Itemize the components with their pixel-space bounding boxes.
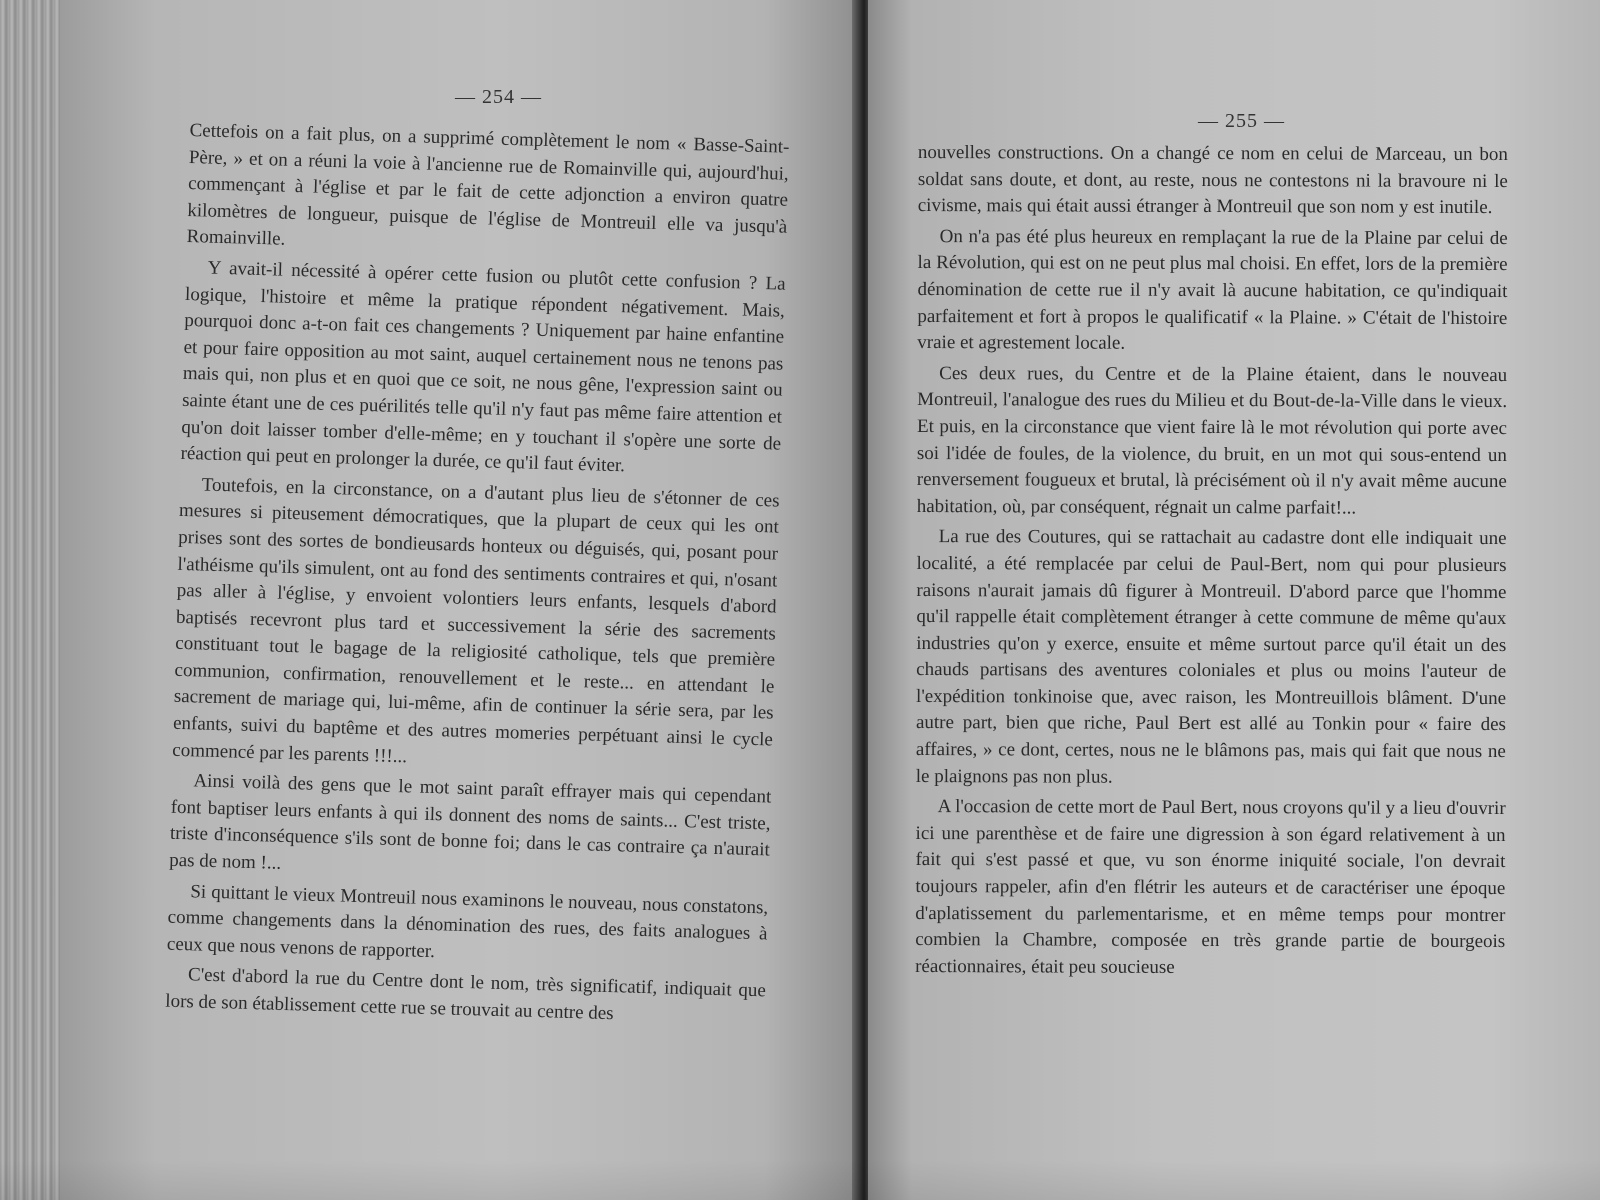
paragraph: Ces deux rues, du Centre et de la Plaine étaient, dans le nouveau Montreuil, l'analogue des rues du Milieu et du Bout-de-la-Ville dans le vieux. Et puis, en la circonstance que vient faire là le mot révolution qui porte avec soi l'idée de foules, de la violence, du bruit, en un mot qui sous-entend un renversement fougueux et brutal, là précisément où il n'y avait même aucune habitation, où, par conséquent, régnait un calme parfait!... xyxy=(916,362,1508,519)
paragraph: A l'occasion de cette mort de Paul Bert, nous croyons qu'il y a lieu d'ouvrir ici une parenthèse et de faire une digression à son égard relativement à un fait qui s'est passé et que, vu son énorme iniquité sociale, l'on devrait toujours rappeler, afin d'en flétrir les auteurs et de caractériser une époque d'aplatissement du parlementarisme, et en même temps pour montrer combien la Chambre, composée en très grande partie de bourgeois réactionnaires, était peu soucieuse xyxy=(915,796,1506,978)
paragraph: On n'a pas été plus heureux en remplaçant la rue de la Plaine par celui de la Révolution, qui est on ne peut plus mal choisi. En effet, lors de la première dénomination de cette rue il n'y avait là aucune habitation, ce qu'indiquait parfaitement et fort à propos le qualificatif « la Plaine. » C'était de l'histoire vraie et agrestement locale. xyxy=(917,225,1508,354)
paragraph: La rue des Coutures, qui se rattachait au cadastre dont elle indiquait une localité, a été remplacée par celui de Paul-Bert, nom qui pour plusieurs raisons n'aurait jamais dû figurer à Montreuil. D'abord parce que l'homme qu'il rappelle était complètement étranger à cette commune de même qu'aux industries qu'on y exerce, ensuite et même surtout parce qu'il était un des chauds partisans des aventures coloniales et plus ou moins l'auteur de l'expédition tonkinoise que, avec raison, les Montreuillois blâment. D'une autre part, bien que riche, Paul Bert est allé au Tonkin pour « faire des affaires, » ce dont, certes, nous ne le blâmons pas, mais qui fait que nous ne le plaignons pas non plus. xyxy=(915,526,1507,788)
paragraph: C'est d'abord la rue du Centre dont le nom, très significatif, indiquait que lors de son établissement cette rue se trouvait au centre des xyxy=(165,964,767,1025)
page-number: — 255 — xyxy=(1198,110,1285,132)
right-page xyxy=(868,0,1600,1200)
paragraph: Cettefois on a fait plus, on a supprimé complètement le nom « Basse-Saint-Père, » et on a réuni la voie à l'ancienne rue de Romainville qui, aujourd'hui, commençant à l'église et par le fait de cette adjonction a environ quatre kilomètres de longueur, puisque de l'église de Montreuil elle va jusqu'à Romainville. xyxy=(186,119,790,251)
paragraph: Ainsi voilà des gens que le mot saint paraît effrayer mais qui cependant font baptiser leurs enfants à qui ils donnent des noms de saints... C'est triste, triste d'inconséquence s'ils sont de bonne foi; dans le cas contraire ça n'aurait pas de nom !... xyxy=(168,770,772,874)
paragraph: Si quittant le vieux Montreuil nous examinons le nouveau, nous constatons, comme changements dans la dénomination des rues, des faits analogues à ceux que nous venons de rapporter. xyxy=(166,880,769,962)
paragraph: nouvelles constructions. On a changé ce nom en celui de Marceau, un bon soldat sans doute, et dont, au reste, nous ne contestons ni la bravoure ni le civisme, mais qui était aussi étranger à Montreuil que son nom y est inutile. xyxy=(917,141,1508,219)
paragraph: Y avait-il nécessité à opérer cette fusion ou plutôt cette confusion ? La logique, l'histoire et même la pratique répondent négativement. Mais, pourquoi donc a-t-on fait ces changements ? Uniquement par haine enfantine et pour faire opposition au mot saint, auquel certainement nous ne tenons pas mais qui, non plus et en quoi que ce soit, ne nous gêne, l'expression saint ou sainte étant une de ces puérilités telle qu'il n'y faut pas même faire attention et qu'on doit laisser tomber d'elle-même; en y touchant il s'opère une sorte de réaction qui peut en prolonger la durée, ce qu'il faut éviter. xyxy=(180,257,786,477)
page-number: — 254 — xyxy=(455,86,542,108)
paragraph: Toutefois, en la circonstance, on a d'autant plus lieu de s'étonner de ces mesures si piteusement démocratiques, que la plupart de ceux qui les ont prises sont des sortes de bondieusards honteux ou déguisés, qui, posant pour l'athéisme qu'ils simulent, ont au fond des sentiments contraires et qui, n'osant pas aller à l'église, y envoient volontiers leurs enfants, lesquels d'abord baptisés recevront plus tard et successivement la série des sacrements constituant tout le bagage de la religiosité catholique, tels que première communion, confirmation, renouvellement et le reste... en attendant le sacrement de mariage qui, lui-même, afin de continuer la série sera, par les enfants, suivi du baptême et des autres momeries perpétuant ainsi le cycle commencé par les parents !!!... xyxy=(172,474,780,767)
left-page xyxy=(60,0,860,1200)
page-text xyxy=(915,140,1508,986)
page-text xyxy=(165,118,790,1036)
bottom-shadow xyxy=(0,1160,1600,1200)
